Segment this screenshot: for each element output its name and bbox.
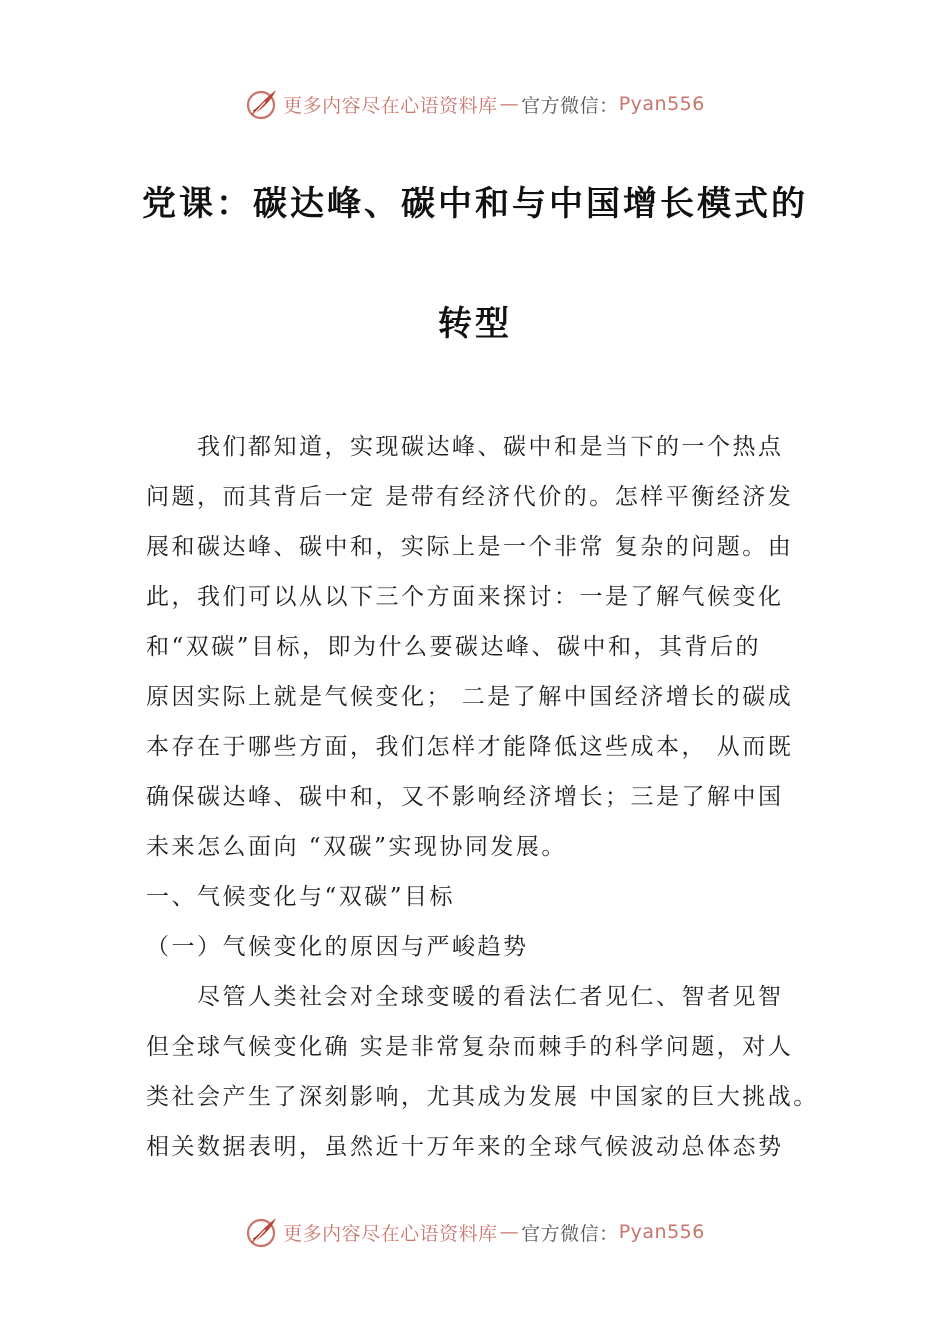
section-heading-1: 一、气候变化与“双碳”目标 <box>146 884 456 910</box>
header-watermark <box>0 84 950 124</box>
document-title-line-1: 党课：碳达峰、碳中和与中国增长模式的 <box>142 184 808 224</box>
watermark-brand: 更多内容尽在心语资料库 <box>283 94 498 117</box>
watermark-wechat-id: Pyan556 <box>618 93 705 115</box>
feather-pen-logo-icon <box>245 87 279 121</box>
paragraph-1-line: 和“双碳”目标，即为什么要碳达峰、碳中和，其背后的 <box>146 634 762 660</box>
document-body <box>146 422 819 1172</box>
watermark-brand: 更多内容尽在心语资料库 <box>283 1222 498 1245</box>
paragraph-2-line: 类社会产生了深刻影响，尤其成为发展 中国家的巨大挑战。 <box>146 1084 819 1110</box>
paragraph-1-line: 此，我们可以从以下三个方面来探讨：一是了解气候变化 <box>146 584 784 610</box>
watermark-wechat-id: Pyan556 <box>618 1221 705 1243</box>
watermark-dash: — <box>499 1221 520 1243</box>
watermark-label: 官方微信： <box>521 1222 619 1245</box>
paragraph-1-line: 本存在于哪些方面，我们怎样才能降低这些成本， 从而既 <box>146 734 794 760</box>
paragraph-2-line: 相关数据表明，虽然近十万年来的全球气候波动总体态势 <box>146 1134 784 1160</box>
paragraph-1-line: 展和碳达峰、碳中和，实际上是一个非常 复杂的问题。由 <box>146 534 794 560</box>
paragraph-1-line: 我们都知道，实现碳达峰、碳中和是当下的一个热点 <box>146 434 784 460</box>
footer-watermark <box>0 1212 950 1252</box>
paragraph-1-line: 问题，而其背后一定 是带有经济代价的。怎样平衡经济发 <box>146 484 794 510</box>
feather-pen-logo-icon <box>245 1215 279 1249</box>
watermark-dash: — <box>499 93 520 115</box>
watermark-label: 官方微信： <box>521 94 619 117</box>
paragraph-1-line: 确保碳达峰、碳中和，又不影响经济增长；三是了解中国 <box>146 784 784 810</box>
section-heading-2: （一）气候变化的原因与严峻趋势 <box>146 934 529 960</box>
paragraph-2-line: 尽管人类社会对全球变暖的看法仁者见仁、智者见智 <box>146 984 784 1010</box>
paragraph-1-line: 未来怎么面向 “双碳”实现协同发展。 <box>146 834 567 860</box>
document-title-line-2: 转型 <box>438 304 512 344</box>
paragraph-2-line: 但全球气候变化确 实是非常复杂而棘手的科学问题，对人 <box>146 1034 794 1060</box>
paragraph-1-line: 原因实际上就是气候变化； 二是了解中国经济增长的碳成 <box>146 684 794 710</box>
